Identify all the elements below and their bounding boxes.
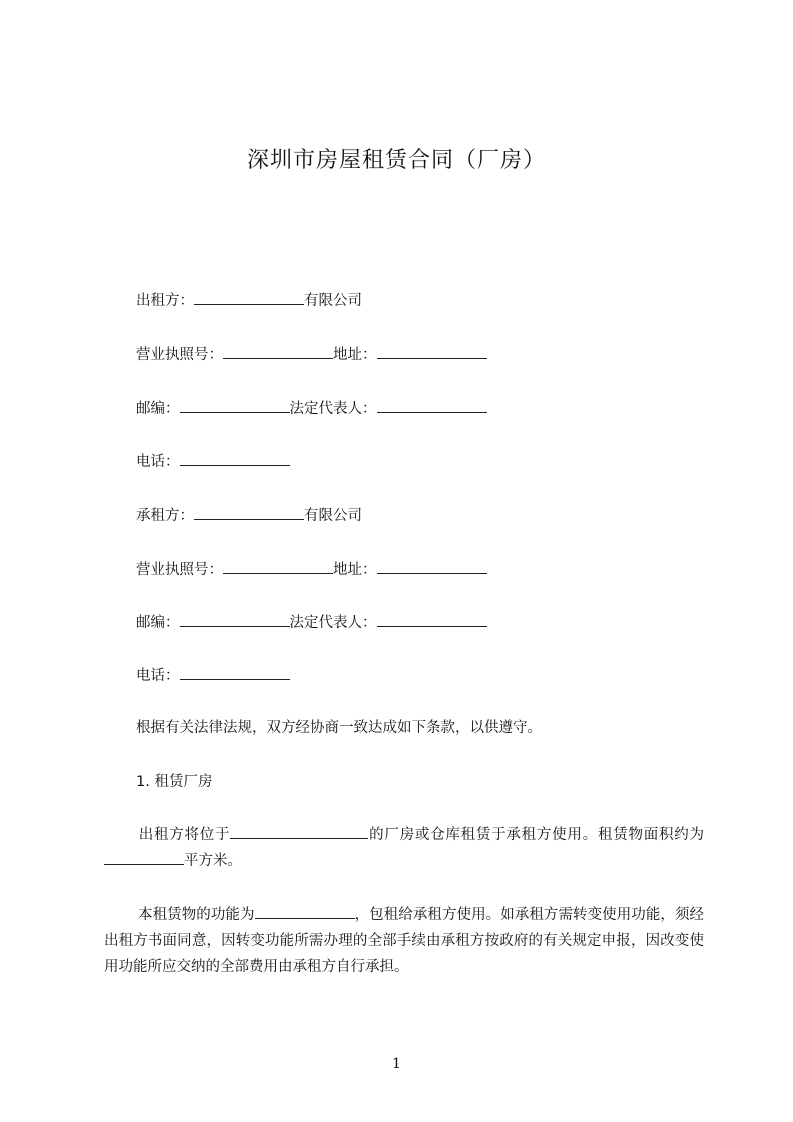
clause-1-paragraph xyxy=(104,822,704,874)
lessor-legal-rep-blank[interactable] xyxy=(377,398,487,413)
lessee-license-blank[interactable] xyxy=(223,559,333,574)
clause-2-function-blank[interactable] xyxy=(255,904,355,919)
clause-1-part-2: 的厂房或仓库租赁于承租方使用。租赁物面积约为 xyxy=(368,827,705,843)
lessor-phone-blank[interactable] xyxy=(180,451,290,466)
lessee-name-suffix: 有限公司 xyxy=(304,508,362,524)
lessee-phone-label: 电话： xyxy=(136,668,180,684)
lessee-legal-rep-label: 法定代表人： xyxy=(289,615,377,631)
lessor-license-label: 营业执照号： xyxy=(136,347,223,363)
lessor-license-line xyxy=(136,344,487,365)
lessor-phone-line xyxy=(136,451,290,472)
lessee-phone-line xyxy=(136,665,290,686)
lessor-postcode-label: 邮编： xyxy=(136,401,180,417)
lessee-license-label: 营业执照号： xyxy=(136,562,223,578)
lessee-postcode-line xyxy=(136,612,487,633)
section-1-heading: 1. 租赁厂房 xyxy=(136,774,213,790)
lessor-name-line xyxy=(136,290,362,311)
lessee-address-blank[interactable] xyxy=(377,559,487,574)
clause-1-area-blank[interactable] xyxy=(104,850,184,865)
lessor-phone-label: 电话： xyxy=(136,454,180,470)
lessor-postcode-blank[interactable] xyxy=(180,398,290,413)
lessor-name-label: 出租方： xyxy=(136,293,194,309)
clause-1-location-blank[interactable] xyxy=(230,824,368,839)
lessee-address-label: 地址： xyxy=(333,562,377,578)
lessor-name-blank[interactable] xyxy=(194,290,304,305)
lessor-address-label: 地址： xyxy=(333,347,377,363)
lessor-legal-rep-label: 法定代表人： xyxy=(289,401,377,417)
lessee-name-blank[interactable] xyxy=(194,505,304,520)
lessee-name-line xyxy=(136,505,362,526)
lessor-address-blank[interactable] xyxy=(377,344,487,359)
clause-2-part-1: 本租赁物的功能为 xyxy=(138,907,255,923)
lessee-postcode-label: 邮编： xyxy=(136,615,180,631)
lessee-license-line xyxy=(136,559,487,580)
clause-2-paragraph xyxy=(104,902,704,980)
document-title: 深圳市房屋租赁合同（厂房） xyxy=(246,148,546,173)
clause-1-part-3: 平方米。 xyxy=(184,853,242,869)
intro-text: 根据有关法律法规，双方经协商一致达成如下条款，以供遵守。 xyxy=(136,720,542,736)
lessee-postcode-blank[interactable] xyxy=(180,612,290,627)
lessee-legal-rep-blank[interactable] xyxy=(377,612,487,627)
page-number: 1 xyxy=(392,1056,401,1072)
clause-1-part-1: 出租方将位于 xyxy=(138,827,231,843)
lessor-postcode-line xyxy=(136,398,487,419)
lessee-name-label: 承租方： xyxy=(136,508,194,524)
clause-2-part-2: ，包租给承租方使用。如承租方需转变使用功能，须经出租方书面同意，因转变功能所需办理的全部手续由承租方按政府的有关规定申报，因改变使用功能所应交纳的全部费用由承租方自行承担。 xyxy=(104,907,704,975)
lessee-phone-blank[interactable] xyxy=(180,665,290,680)
lessor-license-blank[interactable] xyxy=(223,344,333,359)
lessor-name-suffix: 有限公司 xyxy=(304,293,362,309)
